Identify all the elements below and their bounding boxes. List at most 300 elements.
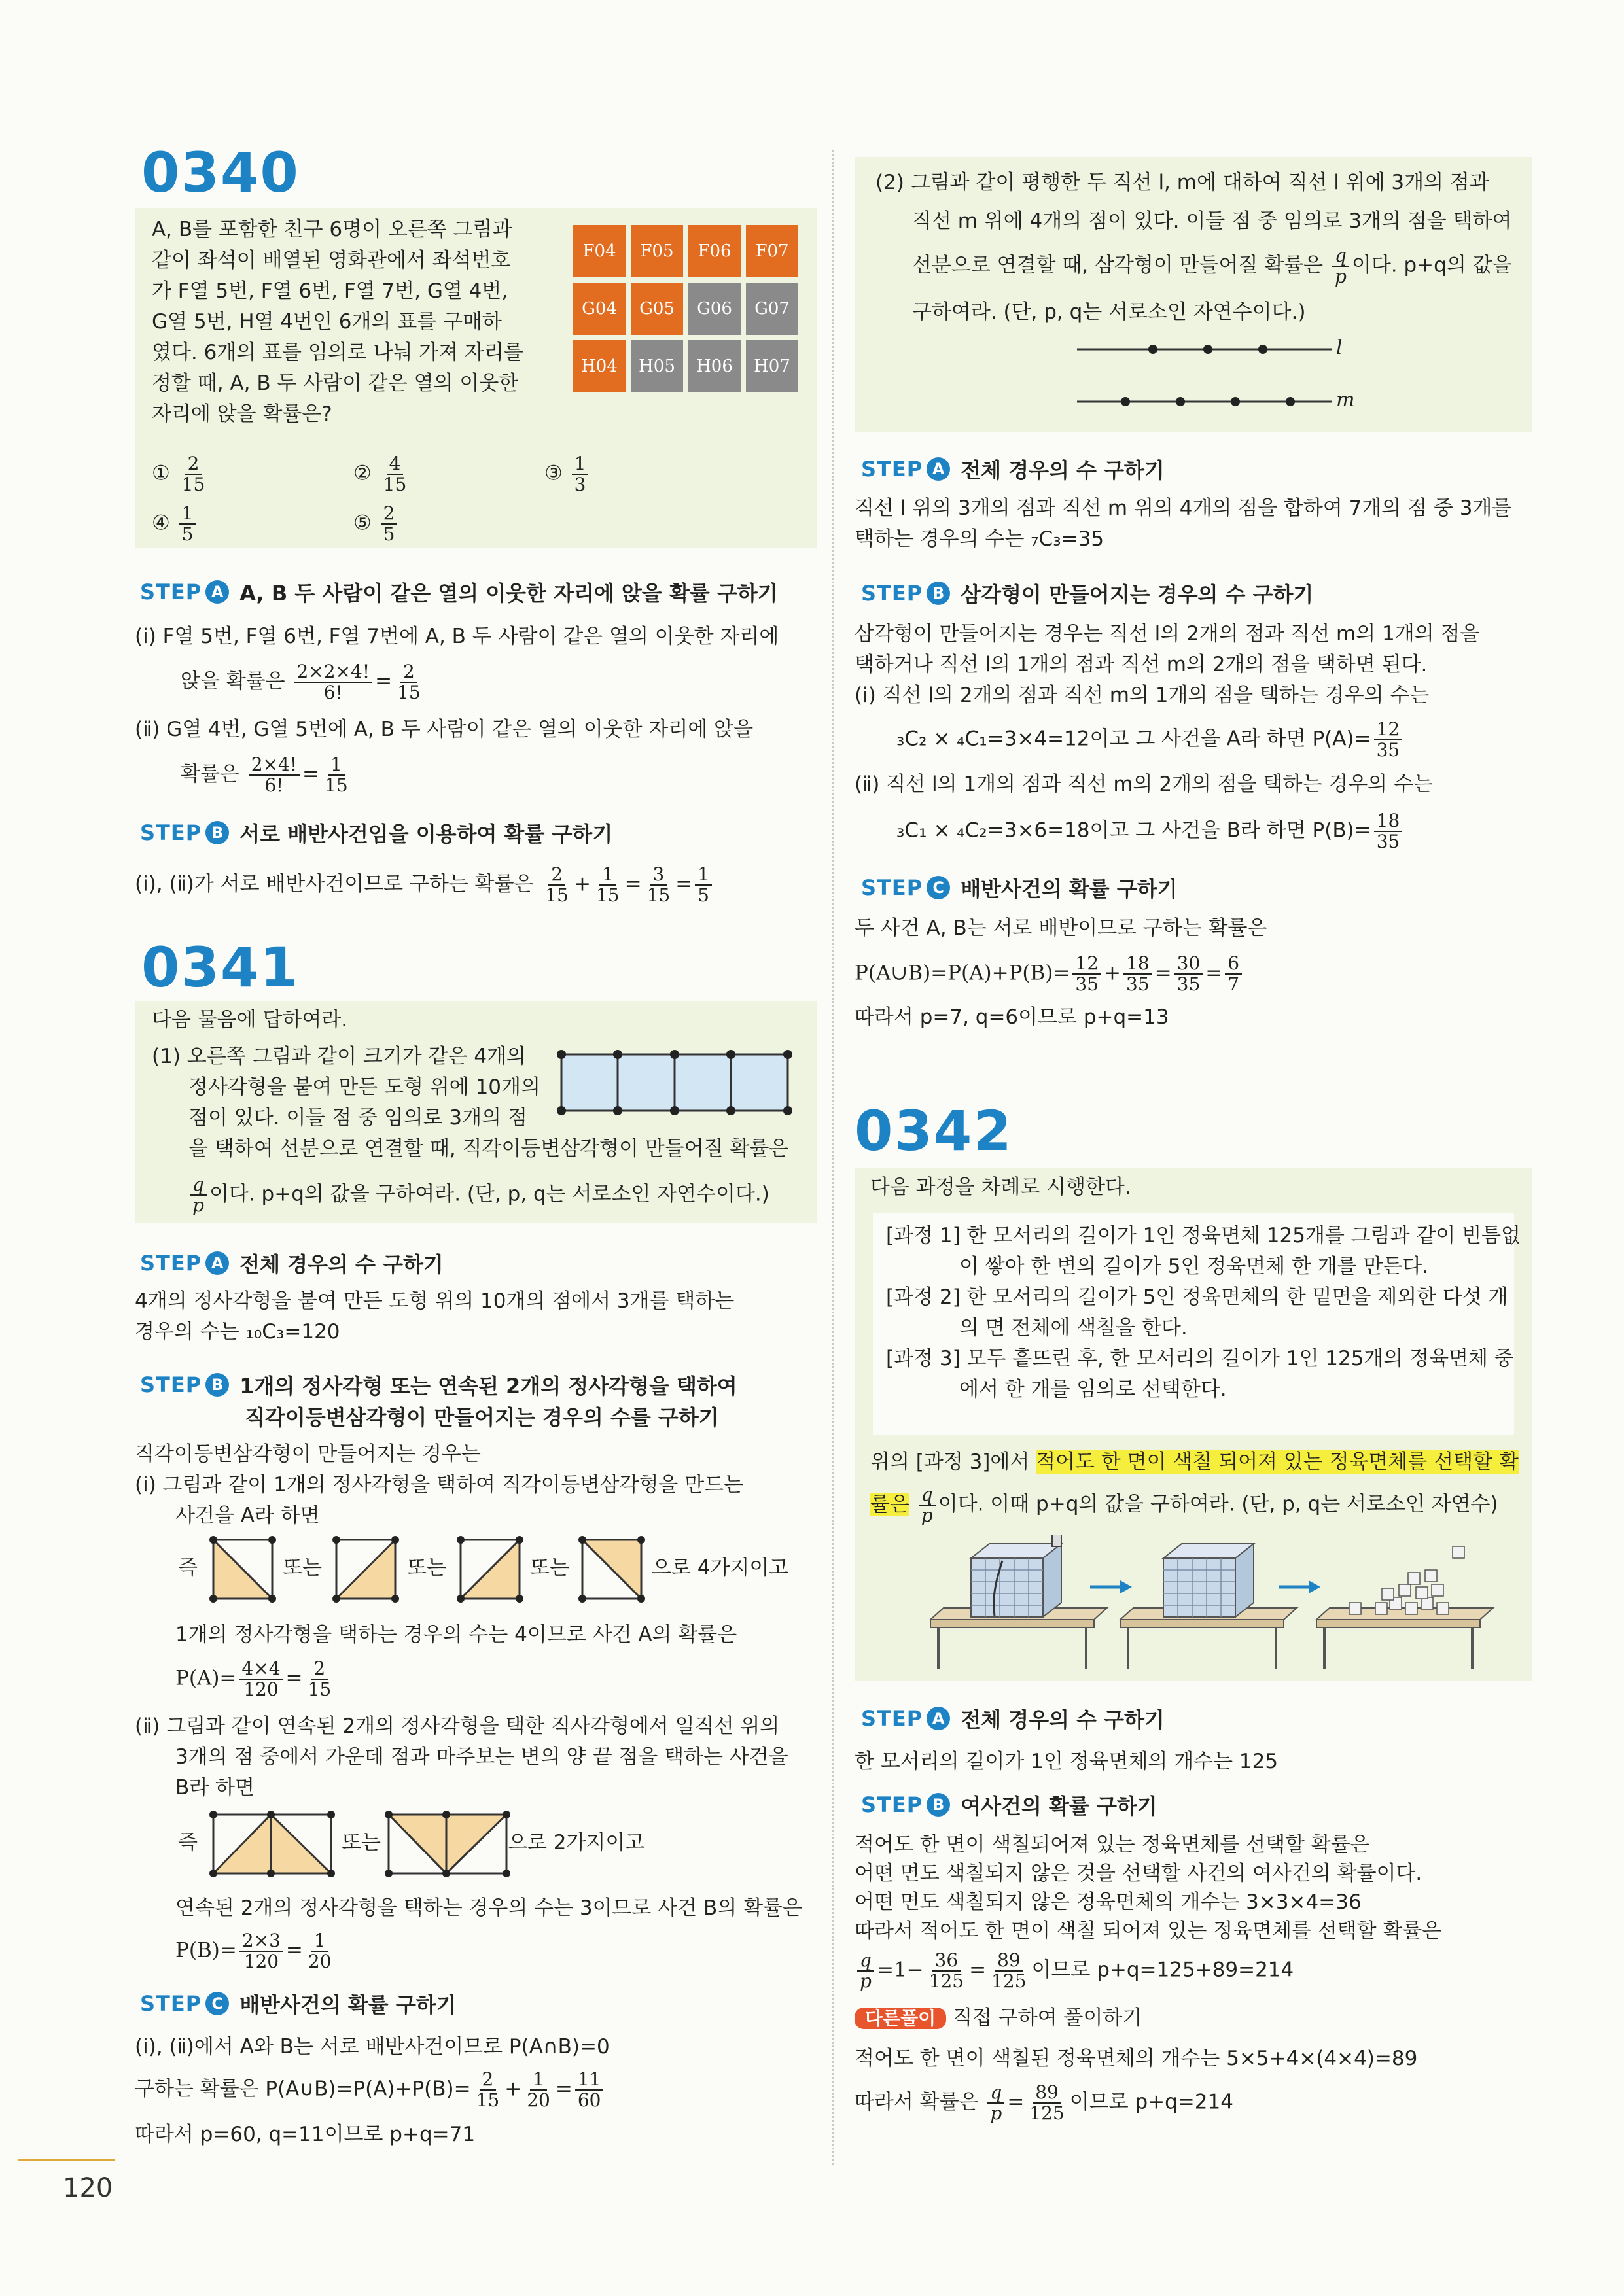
fraction xyxy=(1374,811,1403,852)
question-text: 이다. p+q의 값을 xyxy=(1351,253,1512,277)
fraction xyxy=(294,662,372,703)
seat-label: F05 xyxy=(640,241,674,261)
fraction xyxy=(989,1951,1029,1991)
denominator: 6! xyxy=(264,774,284,796)
choice-fraction xyxy=(381,504,398,544)
fraction xyxy=(1374,720,1403,760)
fraction xyxy=(644,865,673,905)
seat-h07 xyxy=(746,340,798,392)
numerator: 2×2×4! xyxy=(294,662,372,683)
four-squares-figure xyxy=(555,1047,797,1119)
fraction xyxy=(322,755,351,795)
text-line: 점이 있다. 이들 점 중 임의로 3개의 점 xyxy=(188,1106,527,1130)
text-line: 가 F열 5번, F열 6번, F열 7번, G열 4번, xyxy=(152,279,508,303)
text-line: 같이 좌석이 배열된 영화관에서 좌석번호 xyxy=(152,249,511,272)
solution-equation xyxy=(896,811,1405,852)
denominator: p xyxy=(860,1970,872,1992)
solution-line: (ⅱ) 직선 l의 1개의 점과 직선 m의 2개의 점을 택하는 경우의 수는 xyxy=(855,773,1433,796)
step-b-heading-0341-1 xyxy=(140,1370,737,1400)
numerator: 2×4! xyxy=(249,755,300,776)
fraction xyxy=(306,1659,334,1699)
step-letter-a: A xyxy=(205,1251,229,1275)
seat-label: H05 xyxy=(639,357,675,376)
numerator: 2 xyxy=(311,1659,328,1680)
seat-g04 xyxy=(573,283,626,335)
equation-label: ₃C₁ × ₄C₂=3×6=18이고 그 사건을 B라 하면 P(B)= xyxy=(896,818,1371,843)
numerator: 12 xyxy=(1072,954,1101,975)
text-line: (2) 그림과 같이 평행한 두 직선 l, m에 대하여 직선 l 위에 3개의 점과 xyxy=(875,171,1489,194)
denominator: 35 xyxy=(1176,973,1201,995)
denominator: 35 xyxy=(1376,739,1400,761)
choice-fraction xyxy=(179,454,208,495)
denominator: 15 xyxy=(476,2089,500,2111)
text-line: 경우의 수는 ₁₀C₃=120 xyxy=(135,1320,340,1344)
parallel-lines-figure xyxy=(1070,334,1358,419)
denominator: 120 xyxy=(243,1951,279,1972)
figure-label: 즉 xyxy=(178,1831,198,1854)
numerator: q xyxy=(190,1175,207,1196)
fraction-q-over-p xyxy=(987,2083,1004,2123)
fraction xyxy=(249,755,300,795)
text-line: 어떤 면도 색칠되지 않은 정육면체의 개수는 3×3×4=36 xyxy=(855,1890,1362,1914)
numerator: q xyxy=(1332,246,1349,267)
step-a-text-2 xyxy=(855,493,1511,555)
solution-equation xyxy=(896,720,1405,760)
choice-fraction xyxy=(572,454,589,495)
choice-fraction xyxy=(381,454,410,495)
seat-h05 xyxy=(631,340,683,392)
numerator: q xyxy=(919,1485,936,1506)
text-line: [과정 3] 모두 흩뜨린 후, 한 모서리의 길이가 1인 125개의 정육면체 중 xyxy=(886,1347,1514,1370)
step-title: 서로 배반사건임을 이용하여 확률 구하기 xyxy=(239,822,613,846)
text-line: 직각이등변삼각형이 만들어지는 경우는 xyxy=(135,1442,481,1466)
choice-mark: ⑤ xyxy=(353,511,372,535)
figure-label: 또는 xyxy=(407,1556,446,1580)
denominator: 15 xyxy=(308,1679,332,1700)
cube-1 xyxy=(971,1535,1061,1617)
step-label: STEP xyxy=(861,1792,923,1817)
solution-equation: 구하는 확률은 P(A∪B)=P(A)+P(B)= $\frac{2}{15}$ + $\frac{1}{20}$ = $\frac{11}{60}$ xyxy=(135,2070,606,2110)
denominator: 15 xyxy=(181,474,205,495)
figure-label: 으로 2가지이고 xyxy=(508,1831,645,1854)
numerator: 30 xyxy=(1174,954,1203,975)
solution-line: 적어도 한 면이 색칠된 정육면체의 개수는 5×5+4×(4×4)=89 xyxy=(855,2047,1418,2070)
highlighted-text: 률은 xyxy=(870,1492,909,1516)
fraction xyxy=(1174,954,1203,994)
step-label: STEP xyxy=(140,1991,202,2016)
step-letter-a: A xyxy=(927,1707,950,1730)
numerator: 2 xyxy=(548,865,565,886)
text-line: 자리에 앉을 확률은? xyxy=(152,402,332,426)
equation-label: 앉을 확률은 xyxy=(181,669,285,693)
step-b-heading-0340 xyxy=(140,818,612,848)
numerator: 1 xyxy=(695,865,712,886)
choice-4[interactable] xyxy=(152,504,198,544)
seat-label: H06 xyxy=(696,357,733,376)
seat-label: F06 xyxy=(697,241,732,261)
denominator: 5 xyxy=(383,523,395,545)
fraction xyxy=(575,2070,604,2110)
numerator: 1 xyxy=(572,454,589,475)
solution-equation: 앉을 확률은 $\frac{2\times 2\times 4!}{6!}$ = $\frac{2}{15}$ xyxy=(181,662,426,703)
text-line: 삼각형이 만들어지는 경우는 직선 l의 2개의 점과 직선 m의 1개의 점을 xyxy=(855,622,1480,646)
fraction-q-over-p xyxy=(857,1951,874,1991)
solution-line: 따라서 p=60, q=11이므로 p+q=71 xyxy=(135,2123,476,2146)
step-label: STEP xyxy=(140,1251,202,1276)
step-c-heading-0341-2 xyxy=(861,873,1178,903)
equation-label: ₃C₂ × ₄C₁=3×4=12이고 그 사건을 A라 하면 P(A)= xyxy=(896,727,1371,751)
page-number: 120 xyxy=(63,2173,113,2203)
seat-label: F07 xyxy=(755,241,789,261)
step-label: STEP xyxy=(861,875,923,900)
denominator: 35 xyxy=(1376,831,1400,852)
numerator: 11 xyxy=(575,2070,604,2091)
seat-g06 xyxy=(688,283,741,335)
text-line: 직선 m 위에 4개의 점이 있다. 이들 점 중 임의로 3개의 점을 택하여 xyxy=(912,209,1512,233)
fraction xyxy=(306,1931,334,1972)
question-2-prob-line xyxy=(912,246,1512,287)
fraction xyxy=(395,662,423,703)
rectangle-triangle-case-2 xyxy=(383,1809,514,1879)
choice-mark: ④ xyxy=(152,511,170,535)
step-letter-b: B xyxy=(927,582,950,605)
seat-f04 xyxy=(573,225,626,277)
numerator: 1 xyxy=(599,865,616,886)
choice-5[interactable] xyxy=(353,504,400,544)
step-title: 전체 경우의 수 구하기 xyxy=(961,1707,1165,1732)
text-line: 직선 l 위의 3개의 점과 직선 m 위의 4개의 점을 합하여 7개의 점 중 3개를 xyxy=(855,496,1512,520)
fraction xyxy=(239,1931,283,1972)
problem-number-0342: 0342 xyxy=(855,1099,1013,1163)
denominator: 5 xyxy=(697,884,709,906)
denominator: p xyxy=(921,1505,933,1526)
text-line: [과정 2] 한 모서리의 길이가 5인 정육면체의 한 밑면을 제외한 다섯 개 xyxy=(886,1285,1508,1309)
seat-label: H07 xyxy=(754,357,790,376)
choice-mark: ① xyxy=(152,461,170,485)
fraction xyxy=(927,1951,966,1991)
cube-2 xyxy=(1163,1544,1254,1617)
numerator: 2 xyxy=(381,504,398,525)
triangle-case-3 xyxy=(455,1535,525,1604)
question-0342-line1 xyxy=(870,1447,1519,1478)
fraction xyxy=(695,865,712,905)
denominator: 125 xyxy=(1029,2102,1065,2124)
text-line: 의 면 전체에 색칠을 한다. xyxy=(959,1316,1188,1340)
seat-f05 xyxy=(631,225,683,277)
question-text: 선분으로 연결할 때, 삼각형이 만들어질 확률은 xyxy=(912,253,1324,277)
denominator: 15 xyxy=(383,474,407,495)
denominator: 35 xyxy=(1126,973,1150,995)
equation-label: (ⅰ), (ⅱ)가 서로 배반사건이므로 구하는 확률은 xyxy=(135,872,534,896)
figure-label: 또는 xyxy=(342,1831,381,1854)
step-letter-a: A xyxy=(927,457,950,481)
solution-line: (ⅰ) F열 5번, F열 6번, F열 7번에 A, B 두 사람이 같은 열의 이웃한 자리에 xyxy=(135,625,779,648)
equation-label: 구하는 확률은 P(A∪B)=P(A)+P(B)= xyxy=(135,2077,471,2101)
numerator: 89 xyxy=(995,1951,1023,1972)
process-steps xyxy=(886,1221,1521,1405)
denominator: 15 xyxy=(325,774,348,796)
step-letter-b: B xyxy=(927,1793,950,1817)
step-letter-b: B xyxy=(205,821,229,844)
equation-part: =1− xyxy=(876,1958,924,1982)
step-b-heading-0341-2 xyxy=(861,578,1313,608)
denominator: 20 xyxy=(527,2089,550,2111)
seat-g05 xyxy=(631,283,683,335)
choice-mark: ③ xyxy=(544,461,563,485)
seat-grid xyxy=(573,225,800,399)
solution-equation: 확률은 $\frac{2\times 4!}{6!}$ = $\frac{1}{15}$ xyxy=(181,755,353,795)
intro-0342: 다음 과정을 차례로 시행한다. xyxy=(870,1175,1131,1199)
step-title: 전체 경우의 수 구하기 xyxy=(239,1252,444,1277)
solution-line: 연속된 2개의 정사각형을 택하는 경우의 수는 3이므로 사건 B의 확률은 xyxy=(175,1896,802,1920)
question-2-text xyxy=(875,167,1511,237)
fraction xyxy=(593,865,622,905)
step-title: 전체 경우의 수 구하기 xyxy=(961,458,1165,483)
solution-line: 따라서 p=7, q=6이므로 p+q=13 xyxy=(855,1005,1169,1029)
solution-line: (ⅱ) G열 4번, G열 5번에 A, B 두 사람이 같은 열의 이웃한 자리에 앉을 xyxy=(135,718,754,741)
fraction xyxy=(474,2070,503,2110)
equation-label: P(A∪B)=P(A)+P(B)= xyxy=(855,961,1070,985)
seat-label: F04 xyxy=(582,241,616,261)
numerator: 2 xyxy=(480,2070,497,2091)
step-b-text-0342 xyxy=(855,1830,1441,1945)
denominator: 6! xyxy=(323,682,343,703)
table-3 xyxy=(1316,1608,1493,1669)
text-line: G열 5번, H열 4번인 6개의 표를 구매하 xyxy=(152,310,502,334)
cube-process-illustration xyxy=(924,1535,1513,1672)
text-line: 택하는 경우의 수는 ₇C₃=35 xyxy=(855,527,1104,551)
highlighted-text: 적어도 한 면이 색칠 되어져 있는 정육면체를 선택할 확 xyxy=(1036,1450,1519,1474)
fraction-q-over-p xyxy=(190,1175,207,1215)
numerator: 2 xyxy=(185,454,202,475)
denominator: 125 xyxy=(928,1970,964,1992)
step-title: 1개의 정사각형 또는 연속된 2개의 정사각형을 택하여 xyxy=(239,1374,737,1399)
denominator: 125 xyxy=(991,1970,1027,1992)
denominator: p xyxy=(990,2102,1002,2124)
seat-label: G05 xyxy=(639,299,675,319)
step-c-heading-0341-1 xyxy=(140,1989,457,2019)
denominator: p xyxy=(192,1194,204,1216)
question-2-condition: 구하여라. (단, p, q는 서로소인 자연수이다.) xyxy=(912,300,1306,324)
solution-equation: P(A)= $\frac{4\times 4}{120}$ = $\frac{2}{15}$ xyxy=(175,1659,336,1699)
numerator: 4 xyxy=(387,454,404,475)
numerator: 6 xyxy=(1225,954,1242,975)
step-label: STEP xyxy=(861,581,923,606)
numerator: 4×4 xyxy=(239,1659,283,1680)
numerator: 2 xyxy=(400,662,417,683)
step-title: 직각이등변삼각형이 만들어지는 경우의 수를 구하기 xyxy=(245,1405,719,1430)
denominator: 15 xyxy=(545,884,569,906)
step-a-heading-0341-2 xyxy=(861,454,1165,484)
figure-label: 또는 xyxy=(283,1556,322,1580)
text-line: 을 택하여 선분으로 연결할 때, 직각이등변삼각형이 만들어질 확률은 xyxy=(188,1137,789,1160)
denominator: 5 xyxy=(181,523,194,545)
numerator: 1 xyxy=(179,504,196,525)
step-title: 삼각형이 만들어지는 경우의 수 구하기 xyxy=(961,582,1314,607)
equation-label: P(B)= xyxy=(175,1938,237,1962)
denominator: 20 xyxy=(308,1951,332,1972)
question-text: 위의 [과정 3]에서 xyxy=(870,1450,1030,1474)
step-a-text xyxy=(135,1286,734,1348)
seat-label: H04 xyxy=(581,357,618,376)
denominator: 15 xyxy=(397,682,421,703)
problem-text-0340 xyxy=(152,215,523,430)
choice-3[interactable] xyxy=(544,454,591,495)
seat-label: G04 xyxy=(582,299,617,319)
text-line: (ⅰ) 그림과 같이 1개의 정사각형을 택하여 직각이등변삼각형을 만드는 xyxy=(135,1473,744,1497)
equation-label: P(A)= xyxy=(175,1666,237,1690)
solution-line: 한 모서리의 길이가 1인 정육면체의 개수는 125 xyxy=(855,1750,1279,1773)
solution-equation: P(B)= $\frac{2\times 3}{120}$ = $\frac{1}{20}$ xyxy=(175,1931,337,1972)
triangle-case-1 xyxy=(208,1535,277,1604)
fraction xyxy=(524,2070,553,2110)
equation-label: 확률은 xyxy=(181,762,239,786)
step-letter-c: C xyxy=(205,1992,229,2015)
solution-equation: (ⅰ), (ⅱ)가 서로 배반사건이므로 구하는 확률은 $\frac{2}{15}$ + $\frac{1}{15}$ = $\frac{3}{15}$ = $\frac{1}{5}$ xyxy=(135,865,715,905)
solution-line: 1개의 정사각형을 택하는 경우의 수는 4이므로 사건 A의 확률은 xyxy=(175,1623,737,1646)
page-number-rule xyxy=(18,2159,115,2161)
problem-number-0341: 0341 xyxy=(141,935,300,1000)
figure-label: 또는 xyxy=(530,1556,569,1580)
seat-label: G06 xyxy=(697,299,732,319)
question-1-last xyxy=(187,1175,769,1215)
step-a-heading-0342 xyxy=(861,1703,1165,1733)
text-line: 따라서 적어도 한 면이 색칠 되어져 있는 정육면체를 선택할 확률은 xyxy=(855,1919,1442,1943)
question-0342-line2 xyxy=(870,1485,1498,1525)
fraction xyxy=(1027,2083,1067,2123)
step-a-heading-0341-1 xyxy=(140,1248,444,1278)
solution-equation: P(A∪B)=P(A)+P(B)= $\frac{12}{35}$ + $\frac{18}{35}$ = $\frac{30}{35}$ = $\frac{6}{7}$ xyxy=(855,954,1244,994)
text-line: 였다. 6개의 표를 임의로 나눠 가져 자리를 xyxy=(152,341,523,364)
choice-2[interactable] xyxy=(353,454,412,495)
denominator: 15 xyxy=(646,884,671,906)
column-divider xyxy=(832,150,834,2165)
triangle-case-2 xyxy=(331,1535,400,1604)
step-b-text-2 xyxy=(855,619,1479,711)
denominator: p xyxy=(1334,266,1347,287)
text-line: 택하거나 직선 l의 1개의 점과 직선 m의 2개의 점을 택하면 된다. xyxy=(855,653,1428,676)
line-l-label: l xyxy=(1336,336,1343,359)
solution-equation: $\frac{q}{p}$ =1− $\frac{36}{125}$ = $\frac{89}{125}$ 이므로 p+q=125+89=214 xyxy=(855,1951,1294,1991)
text-line: 정사각형을 붙여 만든 도형 위에 10개의 xyxy=(188,1075,540,1099)
denominator: 60 xyxy=(577,2089,601,2111)
fraction xyxy=(1072,954,1101,994)
step-label: STEP xyxy=(861,1706,923,1731)
text-line: 3개의 점 중에서 가운데 점과 마주보는 변의 양 끝 점을 택하는 사건을 xyxy=(175,1745,788,1769)
text-line: 어떤 면도 색칠되지 않은 것을 선택할 사건의 여사건의 확률이다. xyxy=(855,1862,1422,1885)
seat-label: G07 xyxy=(754,299,790,319)
equation-part: 이므로 p+q=125+89=214 xyxy=(1031,1958,1294,1982)
solution-equation: 따라서 확률은 $\frac{q}{p}$ = $\frac{89}{125}$ 이므로 p+q=214 xyxy=(855,2081,1233,2124)
step-letter-b: B xyxy=(205,1373,229,1397)
text-line: [과정 1] 한 모서리의 길이가 1인 정육면체 125개를 그림과 같이 빈틈없 xyxy=(886,1224,1521,1247)
step-title: 배반사건의 확률 구하기 xyxy=(961,877,1178,901)
seat-h04 xyxy=(573,340,626,392)
alt-solution-title: 직접 구하여 풀이하기 xyxy=(953,2006,1142,2030)
denominator: 3 xyxy=(574,474,586,495)
numerator: q xyxy=(857,1951,874,1972)
numerator: 3 xyxy=(650,865,667,886)
text-line: 적어도 한 면이 색칠되어져 있는 정육면체를 선택할 확률은 xyxy=(855,1833,1370,1856)
denominator: 35 xyxy=(1075,973,1099,995)
seat-g07 xyxy=(746,283,798,335)
fraction xyxy=(239,1659,283,1699)
rectangle-triangle-case-1 xyxy=(208,1809,339,1879)
seat-f07 xyxy=(746,225,798,277)
step-b-heading-line2 xyxy=(245,1401,719,1431)
case-ii-text xyxy=(135,1711,788,1803)
denominator: 120 xyxy=(243,1679,279,1700)
step-label: STEP xyxy=(140,1372,202,1397)
seat-f06 xyxy=(688,225,741,277)
fraction xyxy=(1123,954,1152,994)
equation-label: 따라서 확률은 xyxy=(855,2090,979,2114)
choice-1[interactable] xyxy=(152,454,210,495)
triangle-case-4 xyxy=(577,1535,646,1604)
seat-h06 xyxy=(688,340,741,392)
fraction-q-over-p xyxy=(1332,246,1349,287)
numerator: 89 xyxy=(1033,2083,1061,2104)
scattered-cubes xyxy=(1349,1546,1464,1614)
arrow-1 xyxy=(1090,1580,1132,1593)
text-line: (1) 오른쪽 그림과 같이 크기가 같은 4개의 xyxy=(152,1045,526,1068)
text-line: (ⅱ) 그림과 같이 연속된 2개의 정사각형을 택한 직사각형에서 일직선 위의 xyxy=(135,1714,780,1738)
denominator: 15 xyxy=(595,884,620,906)
step-letter-c: C xyxy=(927,876,950,899)
intro-0341: 다음 물음에 답하여라. xyxy=(152,1008,348,1032)
text-line: A, B를 포함한 친구 6명이 오른쪽 그림과 xyxy=(152,218,512,241)
numerator: 1 xyxy=(311,1931,328,1952)
line-m-label: m xyxy=(1336,389,1355,411)
choice-fraction xyxy=(179,504,196,544)
fraction xyxy=(1225,954,1242,994)
text-line: 4개의 정사각형을 붙여 만든 도형 위의 10개의 점에서 3개를 택하는 xyxy=(135,1289,735,1313)
step-label: STEP xyxy=(861,457,923,481)
numerator: 1 xyxy=(328,755,345,776)
step-label: STEP xyxy=(140,820,202,845)
denominator: 7 xyxy=(1227,973,1240,995)
numerator: 18 xyxy=(1123,954,1152,975)
solution-line: 두 사건 A, B는 서로 배반이므로 구하는 확률은 xyxy=(855,916,1267,940)
text-line: 에서 한 개를 임의로 선택한다. xyxy=(959,1378,1227,1401)
step-letter-a: A xyxy=(205,580,229,604)
alt-solution-badge: 다른풀이 xyxy=(855,2008,946,2029)
text-line: (ⅰ) 직선 l의 2개의 점과 직선 m의 1개의 점을 택하는 경우의 수는 xyxy=(855,684,1430,707)
text-line: 정할 때, A, B 두 사람이 같은 열의 이웃한 xyxy=(152,372,519,395)
fraction-q-over-p xyxy=(919,1485,936,1525)
alternative-solution-heading xyxy=(855,2003,1142,2034)
step-b-heading-0342 xyxy=(861,1790,1157,1820)
figure-label: 으로 4가지이고 xyxy=(652,1556,789,1580)
problem-number-0340: 0340 xyxy=(141,141,300,205)
numerator: 12 xyxy=(1374,720,1403,740)
step-title: 배반사건의 확률 구하기 xyxy=(239,1992,457,2017)
step-title: 여사건의 확률 구하기 xyxy=(961,1794,1157,1818)
numerator: 36 xyxy=(932,1951,961,1972)
choice-mark: ② xyxy=(353,461,372,485)
fraction xyxy=(542,865,571,905)
text-line: 이 쌓아 한 변의 길이가 5인 정육면체 한 개를 만든다. xyxy=(959,1255,1429,1278)
step-b-text xyxy=(135,1439,743,1531)
equation-part: 이므로 p+q=214 xyxy=(1069,2090,1233,2114)
step-label: STEP xyxy=(140,580,202,604)
question-text: 이다. 이때 p+q의 값을 구하여라. (단, p, q는 서로소인 자연수) xyxy=(938,1492,1498,1516)
numerator: 1 xyxy=(530,2070,547,2091)
text-line: B라 하면 xyxy=(175,1776,255,1800)
text-line: 사건을 A라 하면 xyxy=(175,1504,320,1527)
step-title: A, B 두 사람이 같은 열의 이웃한 자리에 앉을 확률 구하기 xyxy=(239,581,778,606)
numerator: 18 xyxy=(1374,811,1403,832)
